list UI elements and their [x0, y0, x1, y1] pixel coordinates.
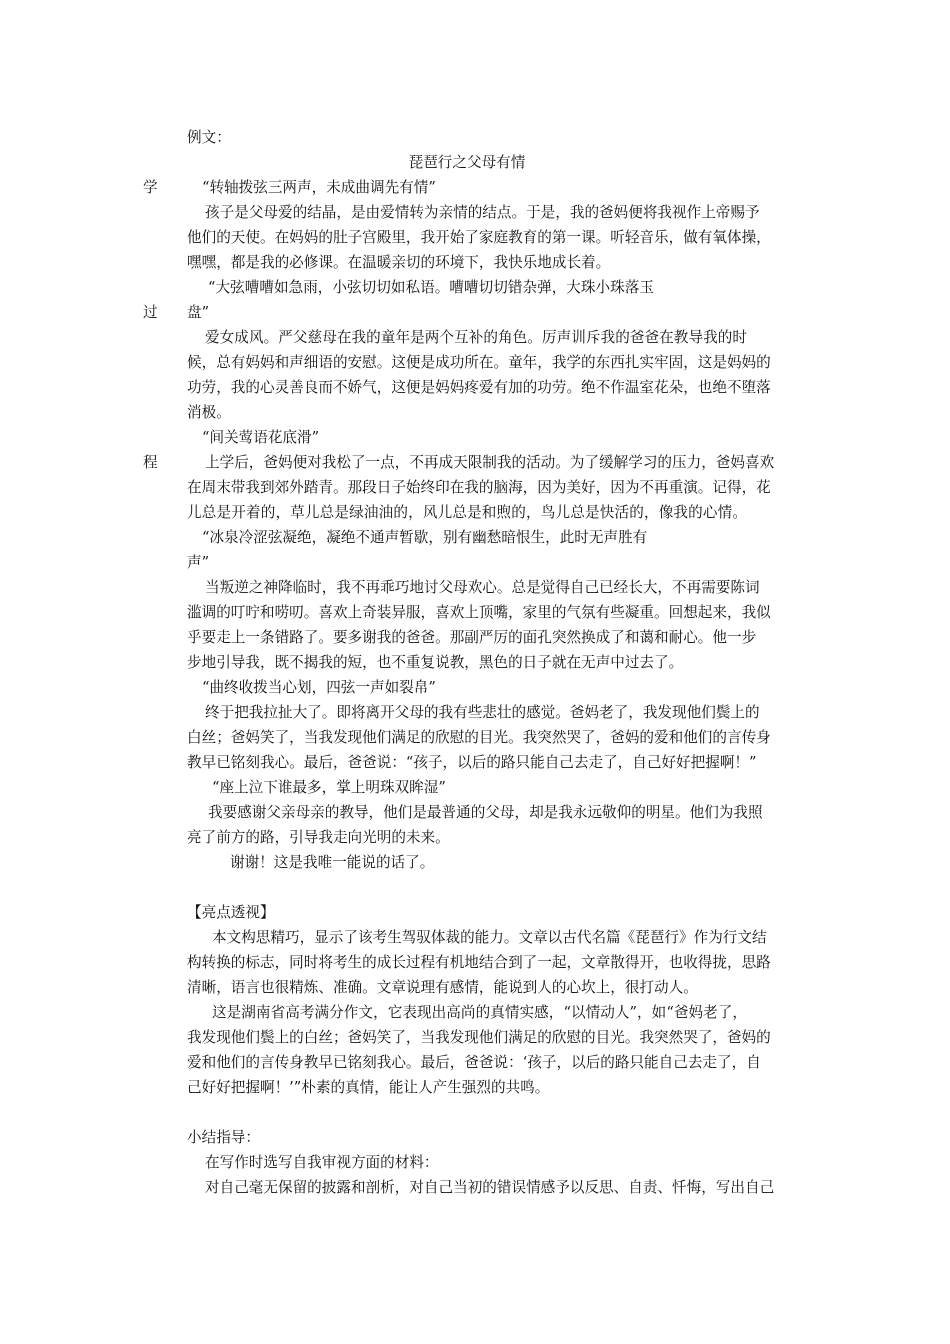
essay-line: “曲终收拨当心划，四弦一声如裂帛” [202, 679, 436, 696]
highlight-line: 爱和他们的言传身教早已铭刻我心。最后，爸爸说：‘孩子，以后的路只能自己去走了，自 [187, 1054, 761, 1071]
example-label: 例文： [187, 129, 231, 146]
highlight-line: 我发现他们鬓上的白丝；爸妈笑了，当我发现他们满足的欣慰的目光。我突然哭了，爸妈的 [187, 1029, 771, 1046]
summary-line: 对自己毫无保留的披露和剖析，对自己当初的错误情感予以反思、自责、忏悔，写出自己 [205, 1179, 775, 1196]
essay-line: 他们的天使。在妈妈的肚子宫殿里，我开始了家庭教育的第一课。听轻音乐，做有氧体操， [187, 229, 771, 246]
essay-line: 盘” [187, 304, 210, 321]
essay-line: 步地引导我，既不揭我的短，也不重复说教，黑色的日子就在无声中过去了。 [187, 654, 684, 671]
essay-line: 声” [187, 554, 210, 571]
essay-line: 亮了前方的路，引导我走向光明的未来。 [187, 829, 450, 846]
essay-line: 消极。 [187, 404, 231, 421]
essay-line: 孩子是父母爱的结晶，是由爱情转为亲情的结点。于是，我的爸妈便将我视作上帝赐予 [205, 204, 760, 221]
essay-line: “间关莺语花底滑” [202, 429, 320, 446]
essay-line: 爱女成风。严父慈母在我的童年是两个互补的角色。厉声训斥我的爸爸在教导我的时 [205, 329, 747, 346]
essay-title: 琵琶行之父母有情 [408, 154, 526, 171]
essay-line: 滥调的叮咛和唠叨。喜欢上奇装异服，喜欢上顶嘴，家里的气氛有些凝重。回想起来，我似 [187, 604, 771, 621]
essay-line: “大弦嘈嘈如急雨，小弦切切如私语。嘈嘈切切错杂弹，大珠小珠落玉 [208, 279, 654, 296]
highlight-line: 清晰，语言也很精炼、准确。文章说理有感情，能说到人的心坎上，很打动人。 [187, 979, 698, 996]
essay-line: 上学后，爸妈便对我松了一点，不再成天限制我的活动。为了缓解学习的压力，爸妈喜欢 [205, 454, 775, 471]
essay-line: “冰泉冷涩弦凝绝，凝绝不通声暂歇，别有幽愁暗恨生，此时无声胜有 [202, 529, 648, 546]
highlight-line: 本文构思精巧，显示了该考生驾驭体裁的能力。文章以古代名篇《琵琶行》作为行文结 [212, 929, 767, 946]
side-label-2: 过 [143, 304, 158, 321]
essay-line: 终于把我拉扯大了。即将离开父母的我有些悲壮的感觉。爸妈老了，我发现他们鬓上的 [205, 704, 760, 721]
essay-line: “座上泣下谁最多，掌上明珠双眸湿” [212, 779, 446, 796]
essay-line: 嘿嘿，都是我的必修课。在温暖亲切的环境下，我快乐地成长着。 [187, 254, 611, 271]
essay-line: 候，总有妈妈和声细语的安慰。这便是成功所在。童年，我学的东西扎实牢固，这是妈妈的 [187, 354, 771, 371]
essay-line: 当叛逆之神降临时，我不再乖巧地讨父母欢心。总是觉得自己已经长大，不再需要陈词 [205, 579, 760, 596]
highlight-line: 己好好把握啊！’”朴素的真情，能让人产生强烈的共鸣。 [187, 1079, 550, 1096]
essay-line: “转轴拨弦三两声，未成曲调先有情” [202, 179, 436, 196]
highlight-heading: 【亮点透视】 [187, 904, 275, 921]
side-label-3: 程 [143, 454, 158, 471]
essay-line: 谢谢！这是我唯一能说的话了。 [230, 854, 435, 871]
essay-line: 儿总是开着的，草儿总是绿油油的，风儿总是和煦的，鸟儿总是快活的，像我的心情。 [187, 504, 747, 521]
highlight-line: 构转换的标志，同时将考生的成长过程有机地结合到了一起，文章散得开，也收得拢，思路 [187, 954, 771, 971]
essay-line: 功劳，我的心灵善良而不娇气，这便是妈妈疼爱有加的功劳。绝不作温室花朵，也绝不堕落 [187, 379, 771, 396]
summary-heading: 小结指导： [187, 1129, 260, 1146]
essay-line: 在周末带我到郊外踏青。那段日子始终印在我的脑海，因为美好，因为不再重演。记得，花 [187, 479, 771, 496]
highlight-line: 这是湖南省高考满分作文，它表现出高尚的真情实感，“以情动人”，如“爸妈老了， [212, 1004, 747, 1021]
summary-line: 在写作时选写自我审视方面的材料： [205, 1154, 439, 1171]
essay-line: 教早已铭刻我心。最后，爸爸说：“孩子，以后的路只能自己去走了，自己好好把握啊！” [187, 754, 757, 771]
essay-line: 白丝；爸妈笑了，当我发现他们满足的欣慰的目光。我突然哭了，爸妈的爱和他们的言传身 [187, 729, 771, 746]
essay-line: 我要感谢父亲母亲的教导，他们是最普通的父母，却是我永远敬仰的明星。他们为我照 [208, 804, 763, 821]
side-label-1: 学 [143, 179, 158, 196]
essay-line: 乎要走上一条错路了。要多谢我的爸爸。那副严厉的面孔突然换成了和蔼和耐心。他一步 [187, 629, 757, 646]
